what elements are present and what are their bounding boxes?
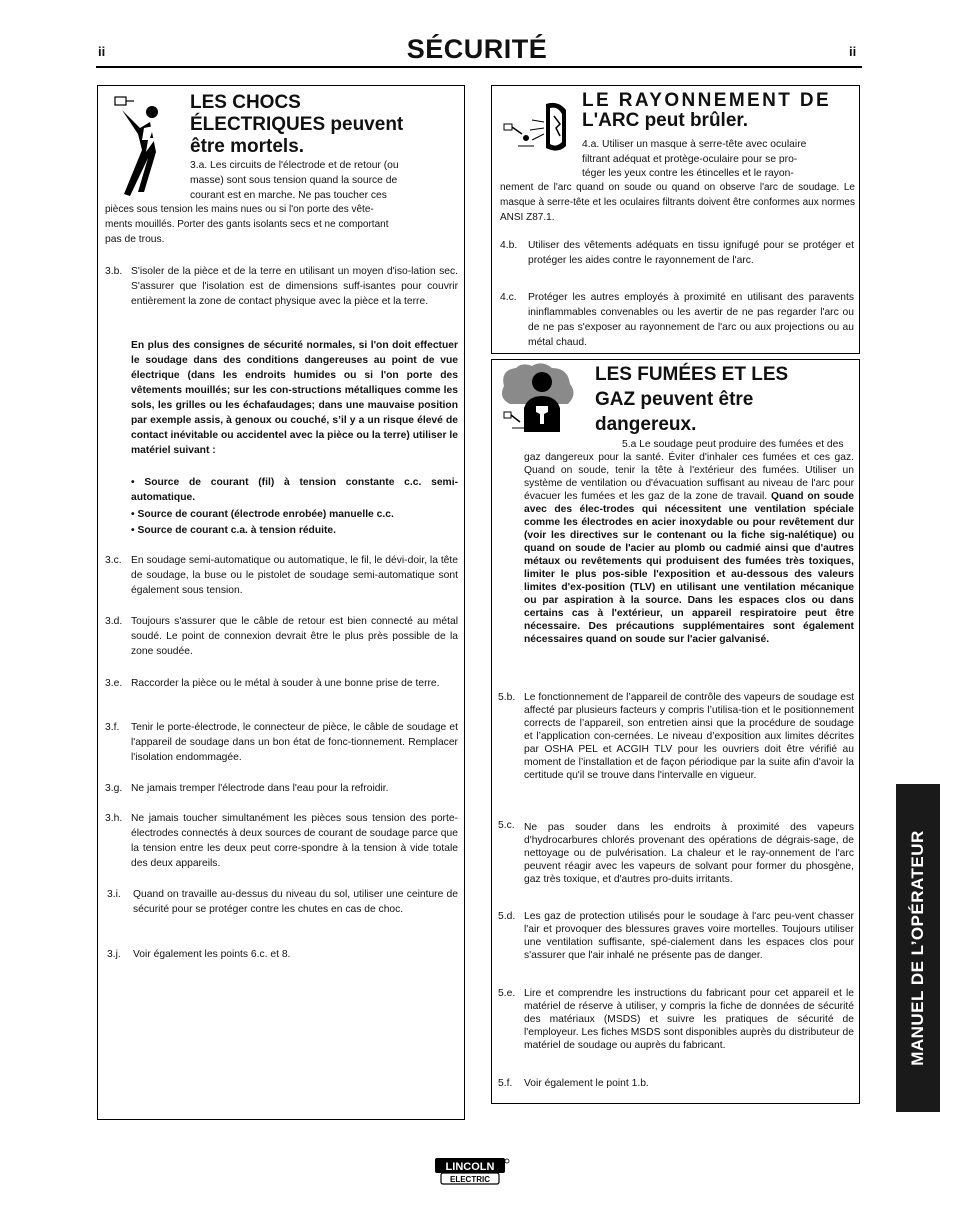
shock-3i-number: 3.i. bbox=[107, 889, 121, 900]
arc-heading-line1: LE RAYONNEMENT DE bbox=[582, 90, 832, 111]
fumes-heading-line3: dangereux. bbox=[595, 414, 697, 435]
fumes-5a-text: gaz dangereux pour la santé. Éviter d'inhaler ces fumées et ces gaz. Quand on soude, tenir la tête à l'extérieur des fumées. Utiliser un système de ventilation ou d'évacuation suffisant au niveau de l'arc pour évacuer les fumées et les gaz de la zone de travail. bbox=[524, 452, 854, 502]
shock-3f-number: 3.f. bbox=[105, 722, 120, 733]
page-number-left: ii bbox=[98, 44, 106, 59]
side-tab-label: MANUEL DE L’OPÉRATEUR bbox=[908, 830, 927, 1066]
fumes-5d-text: Les gaz de protection utilisés pour le soudage à l'arc peu-vent chasser l'air et provoquer des blessures graves voire mortelles. Toujours utiliser une ventilation suffisante, spé-cialement dans les espaces clos pour s'assurer que l'air inhalé ne présente pas de danger. bbox=[524, 911, 854, 961]
shock-3a-line4: pièces sous tension les mains nues ou si l'on porte des vête- bbox=[105, 204, 374, 215]
shock-3a-line5: ments mouillés. Porter des gants isolants secs et ne comportant bbox=[105, 219, 389, 230]
page-title: SÉCURITÉ bbox=[406, 34, 548, 64]
arc-4b-number: 4.b. bbox=[500, 240, 518, 251]
shock-3g-number: 3.g. bbox=[105, 783, 123, 794]
shock-3i-text: Quand on travaille au-dessus du niveau du sol, utiliser une ceinture de sécurité pour se protéger contre les chutes en cas de choc. bbox=[133, 889, 458, 915]
shock-3g-text: Ne jamais tremper l'électrode dans l'eau pour la refroidir. bbox=[131, 783, 389, 794]
arc-4a-line1: 4.a. Utiliser un masque à serre-tête avec oculaire bbox=[582, 139, 807, 150]
fumes-5f-number: 5.f. bbox=[498, 1078, 513, 1089]
shock-3b-text: S'isoler de la pièce et de la terre en utilisant un moyen d'iso-lation sec. S'assurer que l'isolation est de dimensions suff-isantes pour couvrir entièrement la zone de contact physique avec la pièce et la terre. bbox=[131, 266, 458, 307]
header-rule bbox=[96, 66, 862, 68]
shock-3a-line6: pas de trous. bbox=[105, 234, 165, 245]
shock-bullet-1: • Source de courant (fil) à tension constante c.c. semi-automatique. bbox=[131, 477, 458, 503]
shock-heading-line2: ÉLECTRIQUES peuvent bbox=[190, 114, 404, 135]
electric-shock-section bbox=[97, 85, 465, 1120]
shock-3h-text: Ne jamais toucher simultanément les pièces sous tension des porte-électrodes connectés à deux sources de courant de soudage parce que la tension entre les deux peut corre-spondre à la tension à vide totale des deux appareils. bbox=[131, 813, 458, 869]
fumes-5d-number: 5.d. bbox=[498, 911, 516, 922]
fumes-5a-body bbox=[524, 451, 854, 646]
svg-text:ELECTRIC: ELECTRIC bbox=[450, 1175, 490, 1184]
shock-3j-number: 3.j. bbox=[107, 949, 121, 960]
shock-bullet-2: • Source de courant (électrode enrobée) manuelle c.c. bbox=[131, 509, 394, 520]
arc-rays-section bbox=[491, 85, 860, 354]
arc-4b-text: Utiliser des vêtements adéquats en tissu ignifugé pour se protéger et protéger les aides contre le rayonnement de l'arc. bbox=[528, 240, 854, 266]
fumes-5e-number: 5.e. bbox=[498, 988, 516, 999]
fumes-heading-line1: LES FUMÉES ET LES bbox=[595, 364, 789, 385]
arc-4a-line4: nement de l'arc quand on soude ou quand on observe l'arc de soudage. Le masque à serre-tête et les oculaires filtrants doivent être conformes aux normes ANSI Z87.1. bbox=[500, 182, 855, 223]
shock-3a-line2: masse) sont sous tension quand la source de bbox=[190, 175, 398, 186]
side-tab bbox=[896, 784, 940, 1112]
shock-bullet-3: • Source de courant c.a. à tension réduite. bbox=[131, 525, 337, 536]
arc-heading-line2: L'ARC peut brûler. bbox=[582, 110, 749, 131]
arc-4a-line3: téger les yeux contre les étincelles et le rayon- bbox=[582, 168, 794, 179]
shock-3h-number: 3.h. bbox=[105, 813, 123, 824]
lincoln-electric-logo bbox=[434, 1157, 510, 1185]
shock-3c-text: En soudage semi-automatique ou automatique, le fil, le dévi-doir, la tête de soudage, la buse ou le pistolet de soudage semi-automatique sont également sous tension. bbox=[131, 555, 458, 596]
shock-3d-text: Toujours s'assurer que le câble de retour est bien connecté au métal soudé. Le point de connexion devrait être le plus près possible de la zone soudée. bbox=[131, 616, 458, 657]
fumes-5c-number: 5.c. bbox=[498, 820, 515, 831]
shock-heading-line1: LES CHOCS bbox=[190, 92, 301, 113]
shock-3e-number: 3.e. bbox=[105, 678, 123, 689]
page-number-right: ii bbox=[849, 44, 857, 59]
svg-text:LINCOLN: LINCOLN bbox=[445, 1161, 495, 1173]
fumes-icon bbox=[498, 362, 580, 434]
shock-3f-text: Tenir le porte-électrode, le connecteur de pièce, le câble de soudage et l'appareil de soudage dans un bon état de fonc-tionnement. Remplacer l'isolation endommagée. bbox=[131, 722, 458, 763]
shock-3b-number: 3.b. bbox=[105, 266, 123, 277]
welding-helmet-icon bbox=[500, 94, 576, 162]
fumes-5f-text: Voir également le point 1.b. bbox=[524, 1078, 649, 1089]
fumes-5a-bold-text: Quand on soude avec des élec-trodes qui nécessitent une ventilation spéciale comme les électrodes en acier inoxydable ou pour revêtement dur (voir les directives sur le contenant ou la fiche sig-nalétique) ou quand on soude de l'acier au plomb ou cadmié ainsi que d'autres métaux ou revêtements qui produisent des fumées très toxiques, limiter le plus pos-sible l'exposition et au-dessous des valeurs limites d'ex-position (TLV) en utilisant une ventilation mécanique ou par aspiration à la source. Dans les espaces clos ou dans certains cas à l'extérieur, un appareil respiratoire peut être nécessaire. Des précautions supplémentaires sont également nécessaires quand on soude sur l'acier galvanisé. bbox=[524, 491, 854, 645]
shock-heading-line3: être mortels. bbox=[190, 136, 305, 157]
shock-3c-number: 3.c. bbox=[105, 555, 122, 566]
shock-3d-number: 3.d. bbox=[105, 616, 123, 627]
fumes-5a-line1: 5.a Le soudage peut produire des fumées et des bbox=[622, 439, 844, 450]
fumes-5e-text: Lire et comprendre les instructions du fabricant pour cet appareil et le matériel de réserve à utiliser, y compris la fiche de données de sécurité des matériaux (MSDS) et suivre les pratiques de sécurité de l'employeur. Les fiches MSDS sont disponibles auprès du distributeur de matériel de soudage ou auprès du fabricant. bbox=[524, 988, 854, 1051]
fumes-heading-line2: GAZ peuvent être bbox=[595, 389, 754, 410]
shock-bold-warning: En plus des consignes de sécurité normales, si l'on doit effectuer le soudage dans des conditions dangereuses au point de vue électrique (dans les endroits humides ou si l'on porte des vêtements mouillés; sur les con-structions métalliques comme les sols, les grilles ou les échafaudages; dans une mauvaise position par exemple assis, à genoux ou couché, s’il y a un risque élevé de contact inévitable ou accidentel avec la pièce ou la terre) utiliser le matériel suivant : bbox=[131, 340, 458, 456]
fumes-5b-number: 5.b. bbox=[498, 692, 516, 703]
shock-3e-text: Raccorder la pièce ou le métal à souder à une bonne prise de terre. bbox=[131, 678, 440, 689]
arc-4c-text: Protéger les autres employés à proximité en utilisant des paravents ininflammables convenables ou les avertir de ne pas regarder l'arc ou de ne pas s'exposer au rayonnement de l'arc ou aux projections ou au métal chaud. bbox=[528, 292, 854, 348]
electric-shock-icon bbox=[104, 92, 186, 204]
arc-4a-line2: filtrant adéquat et protège-oculaire pour se pro- bbox=[582, 154, 798, 165]
arc-4c-number: 4.c. bbox=[500, 292, 517, 303]
shock-3a-line3: courant est en marche. Ne pas toucher ces bbox=[190, 190, 387, 201]
shock-3a-line1: 3.a. Les circuits de l'électrode et de retour (ou bbox=[190, 160, 399, 171]
fumes-5c-text: Ne pas souder dans les endroits à proximité des vapeurs d'hydrocarbures chlorés provenant des opérations de dégrais-sage, de nettoyage ou de pulvérisation. La chaleur et le ray-onnement de l'arc peuvent réagir avec les vapeurs de solvant pour former du phosgène, gaz très toxique, et d'autres pro-duits irritants. bbox=[524, 822, 854, 885]
fumes-gases-section bbox=[491, 359, 860, 1104]
shock-3j-text: Voir également les points 6.c. et 8. bbox=[133, 949, 291, 960]
fumes-5b-text: Le fonctionnement de l’appareil de contrôle des vapeurs de soudage est affecté par plusieurs facteurs y compris l’utilisa-tion et le positionnement corrects de l’appareil, son entretien ainsi que la procédure de soudage et l’application con-cernées. Le niveau d’exposition aux limites décrites par OSHA PEL et ACGIH TLV pour les ouvriers doit être vérifié au moment de l’installation et de façon périodique par la suite afin d'avoir la certitude qu'il se trouve dans l'intervalle en vigueur. bbox=[524, 692, 854, 781]
